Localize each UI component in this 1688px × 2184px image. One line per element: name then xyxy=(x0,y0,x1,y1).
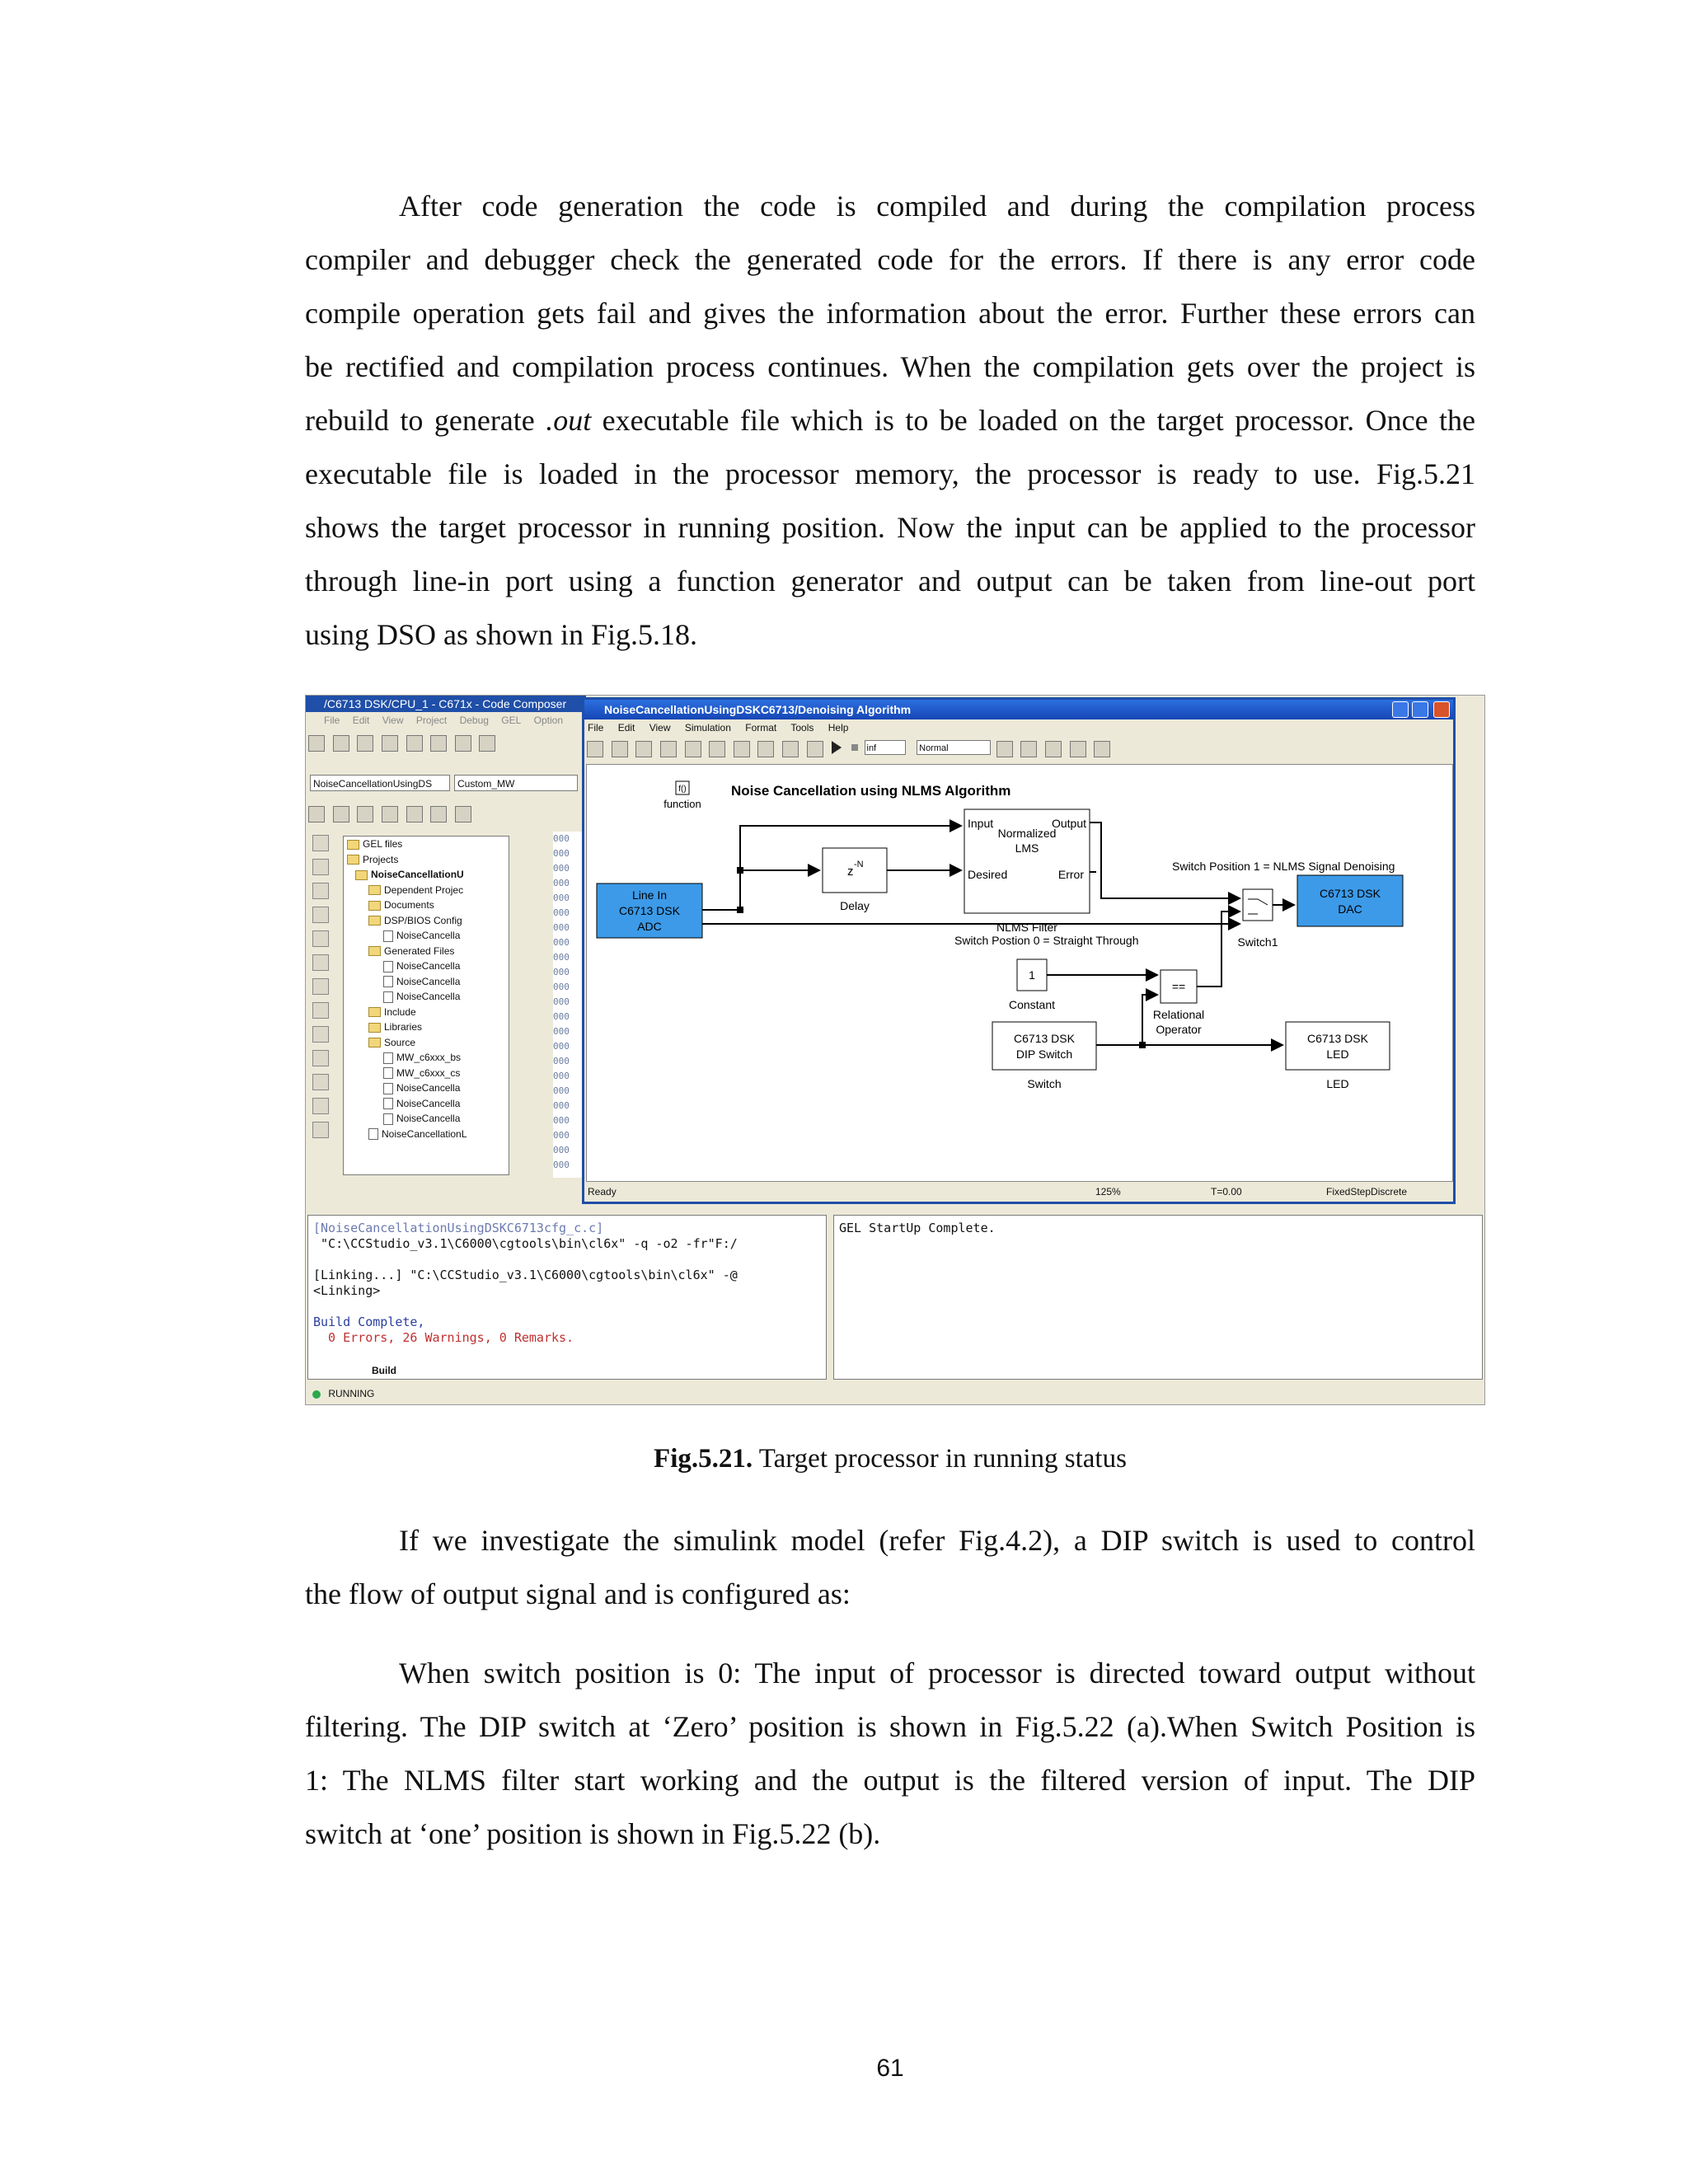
profiler-icon[interactable] xyxy=(312,1074,329,1090)
hex-cell: 000 xyxy=(553,996,570,1007)
caption-label: Fig.5.21. xyxy=(654,1444,753,1474)
build-model-icon[interactable] xyxy=(996,741,1013,757)
paste-icon[interactable] xyxy=(734,741,750,757)
compile-icon[interactable] xyxy=(357,806,373,823)
folder-icon xyxy=(347,840,359,850)
file-icon xyxy=(383,1067,393,1079)
hex-cell: 000 xyxy=(553,1071,570,1081)
text-line: compile operation gets fail and gives the information about the error. Further these errors can xyxy=(305,297,1475,330)
hex-cell: 000 xyxy=(553,937,570,948)
hex-cell: 000 xyxy=(553,907,570,918)
debug-icon[interactable] xyxy=(1094,741,1110,757)
sim-menu-help[interactable]: Help xyxy=(828,722,849,733)
function-label: function xyxy=(663,798,701,810)
hex-cell: 000 xyxy=(553,833,570,844)
relop-label-1: Relational xyxy=(1152,1008,1205,1021)
watch-icon[interactable] xyxy=(406,806,423,823)
status-ready: Ready xyxy=(588,1186,617,1197)
constant-label: Constant xyxy=(1008,998,1056,1011)
hex-cell: 000 xyxy=(553,878,570,888)
minimize-icon[interactable] xyxy=(1392,701,1409,718)
hex-cell: 000 xyxy=(553,1145,570,1155)
sim-menu-view[interactable]: View xyxy=(649,722,671,733)
hex-cell: 000 xyxy=(553,982,570,992)
ccs-menu-option[interactable]: Option xyxy=(533,715,563,726)
set-pc-icon[interactable] xyxy=(312,930,329,947)
dac-line1: C6713 DSK xyxy=(1320,887,1381,900)
text-line: When switch position is 0: The input of processor is directed toward output without xyxy=(399,1657,1475,1690)
build-line: [NoiseCancellationUsingDSKC6713cfg_c.c] xyxy=(313,1221,604,1235)
tree-item[interactable]: NoiseCancella xyxy=(344,928,509,944)
probe-point-icon[interactable] xyxy=(312,1050,329,1066)
relop-symbol: == xyxy=(1171,980,1186,993)
ccs-toolbar xyxy=(306,730,586,755)
run-icon[interactable] xyxy=(312,954,329,971)
hex-cell: 000 xyxy=(553,1130,570,1141)
adc-line2: C6713 DSK xyxy=(619,904,680,917)
nlms-center-2: LMS xyxy=(1015,841,1039,855)
project-combo[interactable]: NoiseCancellationUsingDS xyxy=(310,775,450,791)
text-line: 1: The NLMS filter start working and the output is the filtered version of input. The DIP xyxy=(305,1764,1475,1797)
tree-item[interactable]: MW_c6xxx_bs xyxy=(344,1050,509,1066)
file-icon xyxy=(383,1098,393,1109)
led-line2: LED xyxy=(1326,1047,1349,1061)
project-icon xyxy=(355,870,368,880)
ccs-menu-file[interactable]: File xyxy=(324,715,340,726)
cut-icon[interactable] xyxy=(382,735,398,752)
hex-cell: 000 xyxy=(553,1100,570,1111)
sim-menu-file[interactable]: File xyxy=(588,722,604,733)
copy-icon[interactable] xyxy=(709,741,725,757)
build-tab[interactable]: Build xyxy=(372,1365,396,1376)
maximize-icon[interactable] xyxy=(1412,701,1428,718)
library-browser-icon[interactable] xyxy=(1070,741,1086,757)
delay-label: Delay xyxy=(840,899,870,912)
memory-icon[interactable] xyxy=(430,806,447,823)
nlms-center-1: Normalized xyxy=(997,827,1057,840)
ccs-menu-debug[interactable]: Debug xyxy=(459,715,489,726)
stop-build-icon[interactable] xyxy=(382,806,398,823)
model-title: Noise Cancellation using NLMS Algorithm xyxy=(731,783,1011,799)
stop-simulation-icon[interactable] xyxy=(851,744,858,751)
tree-item[interactable]: Dependent Projec xyxy=(344,883,509,898)
sim-menu-edit[interactable]: Edit xyxy=(617,722,635,733)
build-output-panel xyxy=(307,1215,827,1380)
nlms-input-port: Input xyxy=(968,817,994,830)
redo-icon[interactable] xyxy=(479,735,495,752)
text-line: filtering. The DIP switch at ‘Zero’ position is shown in Fig.5.22 (a).When Switch Position is xyxy=(305,1710,1475,1743)
save-icon[interactable] xyxy=(357,735,373,752)
step-into-icon[interactable] xyxy=(312,835,329,851)
hex-cell: 000 xyxy=(553,893,570,903)
forward-icon[interactable] xyxy=(782,741,799,757)
page-number: 61 xyxy=(876,2055,904,2082)
text-line: rebuild to generate .out executable file which is to be loaded on the target processor. Once the xyxy=(305,404,1475,437)
hex-cell: 000 xyxy=(553,1026,570,1037)
running-indicator-icon xyxy=(312,1390,321,1399)
tree-item[interactable]: NoiseCancellationU xyxy=(344,867,509,883)
build-line: <Linking> xyxy=(313,1283,381,1298)
undo-icon[interactable] xyxy=(455,735,471,752)
hex-cell: 000 xyxy=(553,1041,570,1052)
sim-menu-tools[interactable]: Tools xyxy=(790,722,814,733)
simulink-title-bar xyxy=(584,700,1453,719)
adc-line3: ADC xyxy=(637,920,662,933)
file-icon xyxy=(383,1052,393,1064)
dip-switch-block[interactable] xyxy=(992,1022,1096,1070)
folder-icon xyxy=(347,855,359,865)
dac-line2: DAC xyxy=(1338,902,1362,916)
rebuild-icon[interactable] xyxy=(333,806,349,823)
gel-output-panel xyxy=(833,1215,1483,1380)
build-line: [Linking...] "C:\CCStudio_v3.1\C6000\cgtools\bin\cl6x" -@ xyxy=(313,1268,738,1282)
hex-cell: 000 xyxy=(553,848,570,859)
paste-icon[interactable] xyxy=(430,735,447,752)
led-label: LED xyxy=(1326,1077,1349,1090)
build-line: 0 Errors, 26 Warnings, 0 Remarks. xyxy=(313,1330,574,1345)
simulink-window xyxy=(582,697,1456,1204)
file-icon xyxy=(368,1128,378,1140)
start-simulation-icon[interactable] xyxy=(832,741,842,754)
build-line: "C:\CCStudio_v3.1\C6000\cgtools\bin\cl6x" -q -o2 -fr"F:/ xyxy=(313,1236,738,1251)
animate-icon[interactable] xyxy=(312,1002,329,1019)
tree-item[interactable]: NoiseCancella xyxy=(344,1080,509,1096)
adc-line1: Line In xyxy=(631,888,668,902)
project-tree xyxy=(343,836,509,1175)
tree-item[interactable]: Libraries xyxy=(344,1019,509,1035)
back-icon[interactable] xyxy=(757,741,774,757)
led-block[interactable] xyxy=(1286,1022,1390,1070)
branch-point xyxy=(1139,1042,1146,1048)
delay-block[interactable] xyxy=(823,848,887,893)
paragraph-intro xyxy=(305,180,1475,662)
run-to-cursor-icon[interactable] xyxy=(312,907,329,923)
tree-item[interactable]: Documents xyxy=(344,898,509,913)
ccs-menu-view[interactable]: View xyxy=(382,715,404,726)
nlms-desired-port: Desired xyxy=(968,868,1008,881)
switch-label: Switch1 xyxy=(1237,935,1278,949)
nlms-label: NLMS Filter xyxy=(996,921,1057,934)
folder-icon xyxy=(368,946,381,956)
hex-cell: 000 xyxy=(553,922,570,933)
ccs-toolbar-2 xyxy=(306,801,586,826)
dac-block[interactable] xyxy=(1297,875,1403,926)
sim-menu-simulation[interactable]: Simulation xyxy=(684,722,731,733)
tree-item[interactable]: DSP/BIOS Config xyxy=(344,913,509,929)
hex-cell: 000 xyxy=(553,1085,570,1096)
hex-cell: 000 xyxy=(553,952,570,963)
config-combo[interactable]: Custom_MW xyxy=(454,775,578,791)
nlms-output-port: Output xyxy=(1051,817,1086,830)
file-icon xyxy=(383,1083,393,1094)
tree-item[interactable]: NoiseCancella xyxy=(344,958,509,974)
ccs-menu-project[interactable]: Project xyxy=(415,715,448,726)
update-diagram-icon[interactable] xyxy=(1020,741,1037,757)
dip-label: Switch xyxy=(1027,1077,1062,1090)
text-line: through line-in port using a function generator and output can be taken from line-out port xyxy=(305,565,1475,598)
text-line: switch at ‘one’ position is shown in Fig.5.22 (b). xyxy=(305,1817,881,1850)
delay-symbol: z xyxy=(847,865,854,879)
text-line: executable file is loaded in the processor memory, the processor is ready to use. Fig.5.21 xyxy=(305,457,1475,490)
stop-time-input[interactable]: inf xyxy=(865,740,906,755)
folder-icon xyxy=(368,916,381,926)
sim-menu-format[interactable]: Format xyxy=(745,722,777,733)
text-line: using DSO as shown in Fig.5.18. xyxy=(305,618,698,651)
new-file-icon[interactable] xyxy=(308,735,325,752)
paragraph-switch xyxy=(305,1647,1475,1861)
folder-icon xyxy=(368,885,381,895)
tree-item[interactable]: NoiseCancella xyxy=(344,974,509,990)
text-line: the flow of output signal and is configured as: xyxy=(305,1577,851,1610)
new-model-icon[interactable] xyxy=(587,741,603,757)
file-icon xyxy=(383,1113,393,1125)
text-line: be rectified and compilation process continues. When the compilation gets over the project is xyxy=(305,350,1475,383)
text-line: If we investigate the simulink model (refer Fig.4.2), a DIP switch is used to control xyxy=(399,1524,1475,1557)
tree-item[interactable]: Generated Files xyxy=(344,944,509,959)
ccs-title-bar: /C6713 DSK/CPU_1 - C671x - Code Composer xyxy=(306,696,586,712)
tree-item[interactable]: Source xyxy=(344,1035,509,1051)
close-icon[interactable] xyxy=(1433,701,1450,718)
simulation-mode-select[interactable]: Normal xyxy=(917,740,991,755)
function-icon: f() xyxy=(678,785,687,794)
dip-line2: DIP Switch xyxy=(1015,1047,1073,1061)
model-explorer-icon[interactable] xyxy=(1045,741,1062,757)
cut-icon[interactable] xyxy=(685,741,701,757)
hex-cell: 000 xyxy=(553,1115,570,1126)
file-icon xyxy=(383,930,393,942)
tree-item[interactable]: NoiseCancella xyxy=(344,989,509,1005)
constant-value: 1 xyxy=(1029,968,1035,982)
tree-item[interactable]: NoiseCancellationL xyxy=(344,1127,509,1142)
caption-text: Target processor in running status xyxy=(753,1444,1127,1474)
gel-text: GEL StartUp Complete. xyxy=(839,1221,996,1235)
simulink-canvas xyxy=(586,764,1453,1182)
build-line: Build Complete, xyxy=(313,1315,425,1329)
switch-note-1: Switch Position 1 = NLMS Signal Denoising xyxy=(1172,860,1395,873)
branch-point xyxy=(737,907,743,913)
text-line: After code generation the code is compiled and during the compilation process xyxy=(399,190,1475,223)
simulink-title: NoiseCancellationUsingDSKC6713/Denoising Algorithm xyxy=(604,703,912,716)
simulink-menu-bar xyxy=(584,719,1453,736)
hex-cell: 000 xyxy=(553,1160,570,1170)
hex-cell: 000 xyxy=(553,863,570,874)
registers-icon[interactable] xyxy=(455,806,471,823)
copy-icon[interactable] xyxy=(406,735,423,752)
folder-icon xyxy=(368,901,381,911)
open-model-icon[interactable] xyxy=(612,741,628,757)
tree-item[interactable]: Include xyxy=(344,1005,509,1020)
status-zoom: 125% xyxy=(1095,1186,1121,1197)
block-diagram xyxy=(587,765,1452,1181)
paragraph-dip xyxy=(305,1514,1475,1621)
save-model-icon[interactable] xyxy=(635,741,652,757)
hex-cell: 000 xyxy=(553,1056,570,1066)
tree-item[interactable]: NoiseCancella xyxy=(344,1111,509,1127)
ccs-status-bar xyxy=(306,1385,1484,1403)
ccs-status-text: RUNNING xyxy=(328,1388,375,1399)
step-over-icon[interactable] xyxy=(312,859,329,875)
file-icon xyxy=(383,976,393,987)
folder-icon xyxy=(368,1023,381,1033)
file-icon xyxy=(383,991,393,1003)
led-line1: C6713 DSK xyxy=(1307,1032,1368,1045)
hex-cell: 000 xyxy=(553,967,570,977)
step-out-icon[interactable] xyxy=(312,883,329,899)
ccs-menu-bar xyxy=(306,712,586,729)
tree-item[interactable]: MW_c6xxx_cs xyxy=(344,1066,509,1081)
halt-icon[interactable] xyxy=(312,978,329,995)
branch-point xyxy=(737,867,743,874)
open-folder-icon[interactable] xyxy=(333,735,349,752)
switch-note-0: Switch Postion 0 = Straight Through xyxy=(954,934,1139,947)
nlms-error-port: Error xyxy=(1057,868,1084,881)
simulink-toolbar xyxy=(584,736,1453,761)
status-solver: FixedStepDiscrete xyxy=(1326,1186,1408,1197)
print-icon[interactable] xyxy=(660,741,677,757)
disassembly-column xyxy=(553,832,586,1178)
figure-caption xyxy=(0,1444,1688,1474)
ccs-menu-edit[interactable]: Edit xyxy=(352,715,370,726)
ccs-menu-gel[interactable]: GEL xyxy=(501,715,522,726)
folder-icon xyxy=(368,1007,381,1017)
relop-label-2: Operator xyxy=(1156,1023,1202,1036)
dip-line1: C6713 DSK xyxy=(1014,1032,1075,1045)
disassembly-icon[interactable] xyxy=(312,1122,329,1138)
file-icon xyxy=(383,961,393,972)
breakpoint-icon[interactable] xyxy=(312,1026,329,1043)
status-time: T=0.00 xyxy=(1211,1186,1242,1197)
text-line: shows the target processor in running position. Now the input can be applied to the processor xyxy=(305,511,1475,544)
delay-exponent: -N xyxy=(854,860,864,869)
graph-icon[interactable] xyxy=(312,1098,329,1114)
undo-icon[interactable] xyxy=(807,741,823,757)
build-icon[interactable] xyxy=(308,806,325,823)
switch-block[interactable] xyxy=(1243,889,1273,921)
tree-item[interactable]: GEL files xyxy=(344,837,509,852)
tree-item[interactable]: Projects xyxy=(344,852,509,868)
simulink-status-bar xyxy=(584,1183,1453,1201)
hex-cell: 000 xyxy=(553,1011,570,1022)
text-line: compiler and debugger check the generated code for the errors. If there is any error code xyxy=(305,243,1475,276)
folder-icon xyxy=(368,1038,381,1047)
tree-item[interactable]: NoiseCancella xyxy=(344,1096,509,1112)
figure-screenshot xyxy=(305,695,1485,1405)
